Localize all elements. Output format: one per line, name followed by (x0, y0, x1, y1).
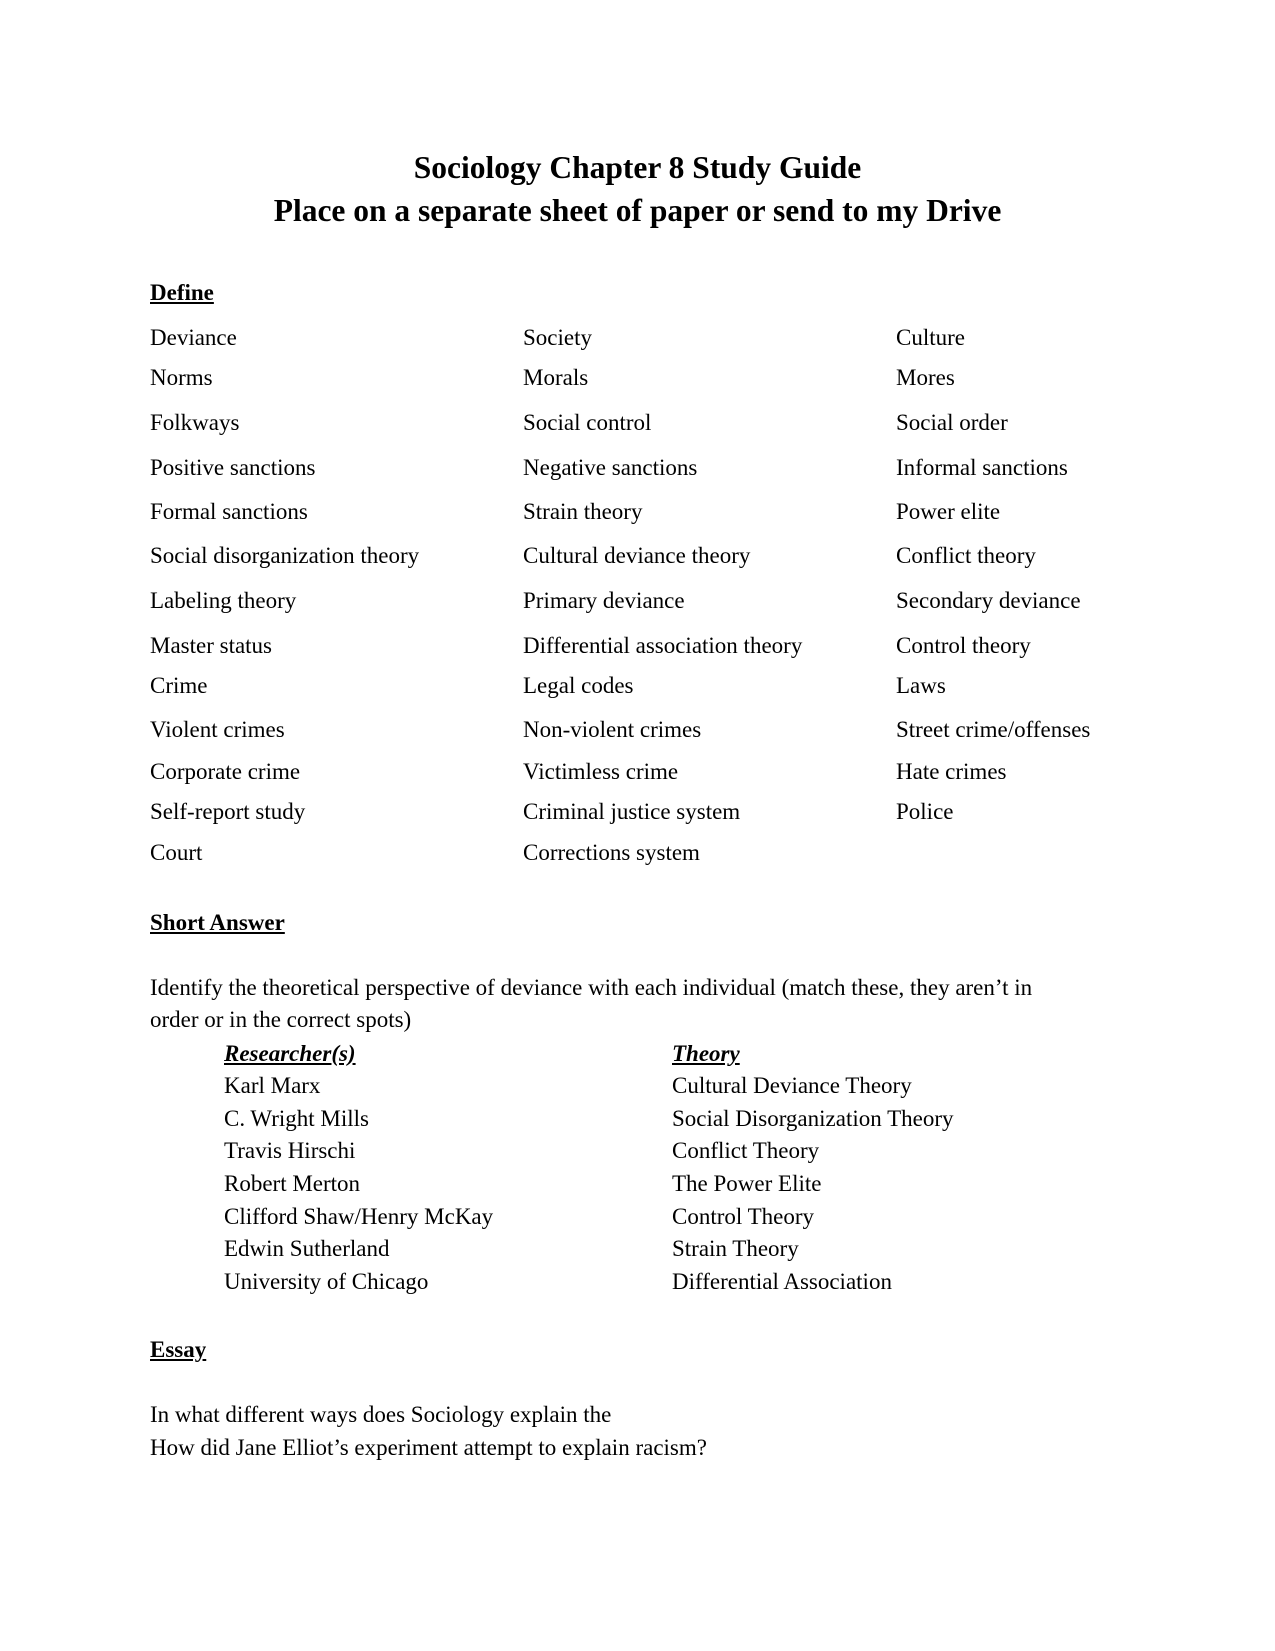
define-term: Mores (896, 365, 955, 390)
theory-item: The Power Elite (672, 1171, 822, 1196)
theory-item: Control Theory (672, 1204, 815, 1229)
define-term: Formal sanctions (150, 499, 308, 524)
define-term: Corrections system (523, 840, 700, 865)
define-term: Labeling theory (150, 588, 297, 613)
define-term: Social order (896, 410, 1008, 435)
short-answer-heading: Short Answer (150, 910, 285, 935)
theory-item: Social Disorganization Theory (672, 1106, 954, 1131)
define-term: Corporate crime (150, 759, 301, 784)
define-term: Victimless crime (523, 759, 679, 784)
define-term: Power elite (896, 499, 1001, 524)
define-term: Culture (896, 325, 965, 350)
define-term: Morals (523, 365, 589, 390)
define-term: Social control (523, 410, 652, 435)
essay-heading: Essay (150, 1337, 207, 1362)
define-term: Self-report study (150, 799, 306, 824)
researcher-item: University of Chicago (224, 1269, 429, 1294)
researcher-item: Karl Marx (224, 1073, 321, 1098)
define-term: Differential association theory (523, 633, 803, 658)
define-term: Folkways (150, 410, 240, 435)
define-term: Violent crimes (150, 717, 285, 742)
researcher-item: Travis Hirschi (224, 1138, 356, 1163)
researchers-column-header: Researcher(s) (224, 1041, 356, 1066)
define-term: Informal sanctions (896, 455, 1068, 480)
short-answer-instructions-cont: order or in the correct spots) (150, 1007, 412, 1032)
define-term: Deviance (150, 325, 237, 350)
theory-item: Strain Theory (672, 1236, 799, 1261)
define-term: Crime (150, 673, 208, 698)
define-term: Norms (150, 365, 213, 390)
define-term: Court (150, 840, 203, 865)
theory-item: Differential Association (672, 1269, 892, 1294)
theory-item: Conflict Theory (672, 1138, 820, 1163)
short-answer-instructions: Identify the theoretical perspective of deviance with each individual (match these, they aren’t in (150, 975, 1033, 1000)
theory-item: Cultural Deviance Theory (672, 1073, 912, 1098)
define-term: Society (523, 325, 592, 350)
define-term: Legal codes (523, 673, 634, 698)
theory-column-header: Theory (672, 1041, 740, 1066)
define-term: Non-violent crimes (523, 717, 702, 742)
page-title: Sociology Chapter 8 Study Guide (413, 150, 862, 185)
essay-question: In what different ways does Sociology explain the (150, 1402, 612, 1427)
define-term: Control theory (896, 633, 1031, 658)
define-term: Secondary deviance (896, 588, 1081, 613)
define-term: Cultural deviance theory (523, 543, 751, 568)
researcher-item: Robert Merton (224, 1171, 361, 1196)
define-heading: Define (150, 280, 214, 305)
researcher-item: Edwin Sutherland (224, 1236, 390, 1261)
define-term: Negative sanctions (523, 455, 698, 480)
define-term: Conflict theory (896, 543, 1036, 568)
define-term: Social disorganization theory (150, 543, 420, 568)
essay-question: How did Jane Elliot’s experiment attempt to explain racism? (150, 1435, 707, 1460)
define-term: Criminal justice system (523, 799, 741, 824)
page-subtitle: Place on a separate sheet of paper or send to my Drive (273, 193, 1002, 228)
define-term: Primary deviance (523, 588, 685, 613)
define-term: Positive sanctions (150, 455, 316, 480)
researcher-item: C. Wright Mills (224, 1106, 369, 1131)
define-term: Hate crimes (896, 759, 1007, 784)
define-term: Street crime/offenses (896, 717, 1091, 742)
researcher-item: Clifford Shaw/Henry McKay (224, 1204, 494, 1229)
define-term: Police (896, 799, 954, 824)
define-term: Laws (896, 673, 946, 698)
define-term: Strain theory (523, 499, 643, 524)
define-term: Master status (150, 633, 273, 658)
